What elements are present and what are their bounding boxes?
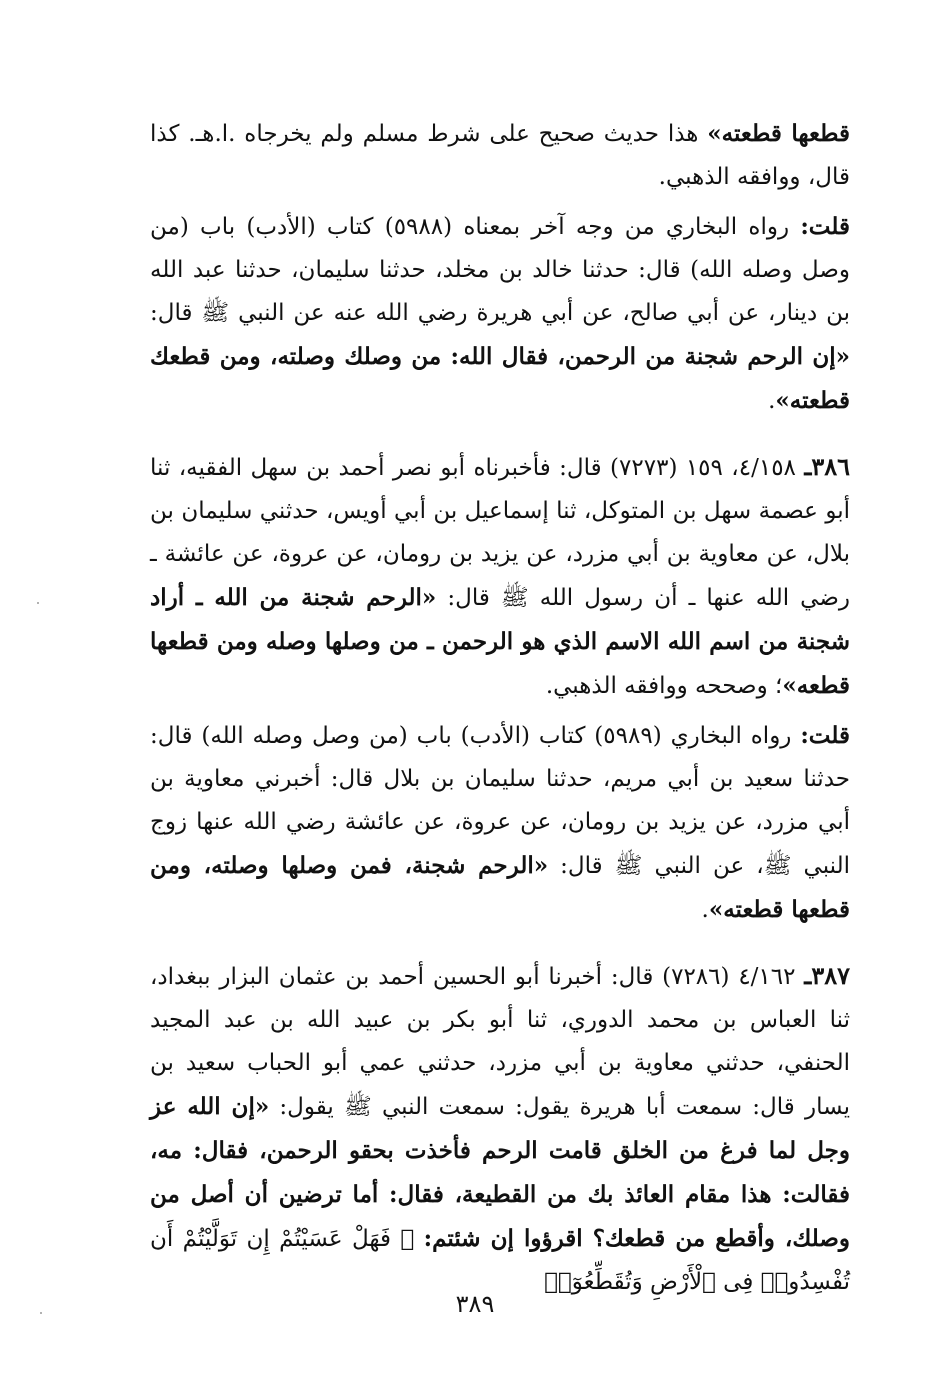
hadith-entry-386 bbox=[150, 445, 850, 708]
hadith-entry-387 bbox=[150, 954, 850, 1304]
paragraph-text: ٤/١٥٨، ١٥٩ (٧٢٧٣) قال: فأخبرناه أبو نصر أحمد بن سهل الفقيه، ثنا أبو عصمة سهل بن المتوكل، ثنا إسماعيل بن أبي أويس، حدثني سليمان بن بلال، عن معاوية بن أبي مزرد، عن يزيد بن رومان، عن عروة، عن عائشة ـ رضي الله عنها ـ أن رسول الله ﷺ قال: bbox=[150, 455, 850, 611]
scan-speck bbox=[40, 1312, 42, 1314]
hadith-number: ٣٨٧ـ bbox=[804, 961, 850, 990]
quote-text: «إن الرحم شجنة من الرحمن، فقال الله: من وصلك وصلته، ومن قطعك قطعته» bbox=[150, 343, 850, 414]
section-gap bbox=[150, 932, 850, 954]
paragraph-text: رواه البخاري (٥٩٨٩) كتاب (الأدب) باب (من وصل وصله الله) قال: حدثنا سعيد بن أبي مريم، حدثنا سليمان بن بلال قال: أخبرني معاوية بن أبي مزرد، عن يزيد بن رومان، عن عروة، عن عائشة رضي الله عنها زوج النبي ﷺ، عن النبي ﷺ قال: bbox=[150, 723, 850, 879]
paragraph-text: ٤/١٦٢ (٧٢٨٦) قال: أخبرنا أبو الحسين أحمد بن عثمان البزار ببغداد، ثنا العباس بن محمد الدوري، ثنا أبو بكر بن عبيد الله بن عبد المجيد الحنفي، حدثني معاوية بن أبي مزرد، حدثني عمي أبو الحباب سعيد بن يسار قال: سمعت أبا هريرة يقول: سمعت النبي ﷺ يقول: bbox=[150, 964, 850, 1120]
paragraph-commentary bbox=[150, 205, 850, 423]
quote-text: «إن الله عز وجل لما فرغ من الخلق قامت الرحم فأخذت بحقو الرحمن، فقال: مه، فقالت: هذا مقام العائذ بك من القطيعة، فقال: أما ترضين أن أصل من وصلك، وأقطع من قطعك؟ اقرؤوا إن شئتم: bbox=[150, 1093, 850, 1252]
commentary-label: قلت: bbox=[800, 722, 850, 749]
paragraph-end: ؛ وصححه ووافقه الذهبي. bbox=[545, 673, 783, 699]
body-text bbox=[150, 112, 850, 1304]
hadith-number: ٣٨٦ـ bbox=[804, 452, 851, 481]
section-gap bbox=[150, 423, 850, 445]
paragraph-text: هذا حديث صحيح على شرط مسلم ولم يخرجاه .ا.هـ. كذا قال، ووافقه الذهبي. bbox=[150, 121, 850, 190]
quran-verse: ﴿ فَهَلْ عَسَيْتُمْ إِن تَوَلَّيْتُمْ أَن تُفْسِدُوا۟ فِى ٱلْأَرْضِ وَتُقَطِّعُوٓا۟ bbox=[150, 1226, 850, 1295]
quote-text: قطعها قطعته» bbox=[707, 120, 850, 147]
paragraph-end: . bbox=[701, 897, 709, 923]
paragraph-commentary bbox=[150, 714, 850, 932]
paragraph-continuation bbox=[150, 112, 850, 199]
paragraph-text: رواه البخاري من وجه آخر بمعناه (٥٩٨٨) كتاب (الأدب) باب (من وصل وصله الله) قال: حدثنا خالد بن مخلد، حدثنا سليمان، حدثنا عبد الله بن دينار، عن أبي صالح، عن أبي هريرة رضي الله عنه عن النبي ﷺ قال: bbox=[150, 214, 850, 326]
scan-speck bbox=[37, 602, 39, 604]
page-number: ٣٨٩ bbox=[455, 1290, 495, 1318]
quote-text: «الرحم شجنة من الله ـ أراد شجنة من اسم الله الاسم الذي هو الرحمن ـ من وصلها وصله ومن قطعها قطعه» bbox=[150, 584, 850, 699]
quote-text: «الرحم شجنة، فمن وصلها وصلته، ومن قطعها قطعته» bbox=[150, 852, 850, 923]
commentary-label: قلت: bbox=[800, 213, 850, 240]
paragraph-end: . bbox=[768, 388, 776, 414]
